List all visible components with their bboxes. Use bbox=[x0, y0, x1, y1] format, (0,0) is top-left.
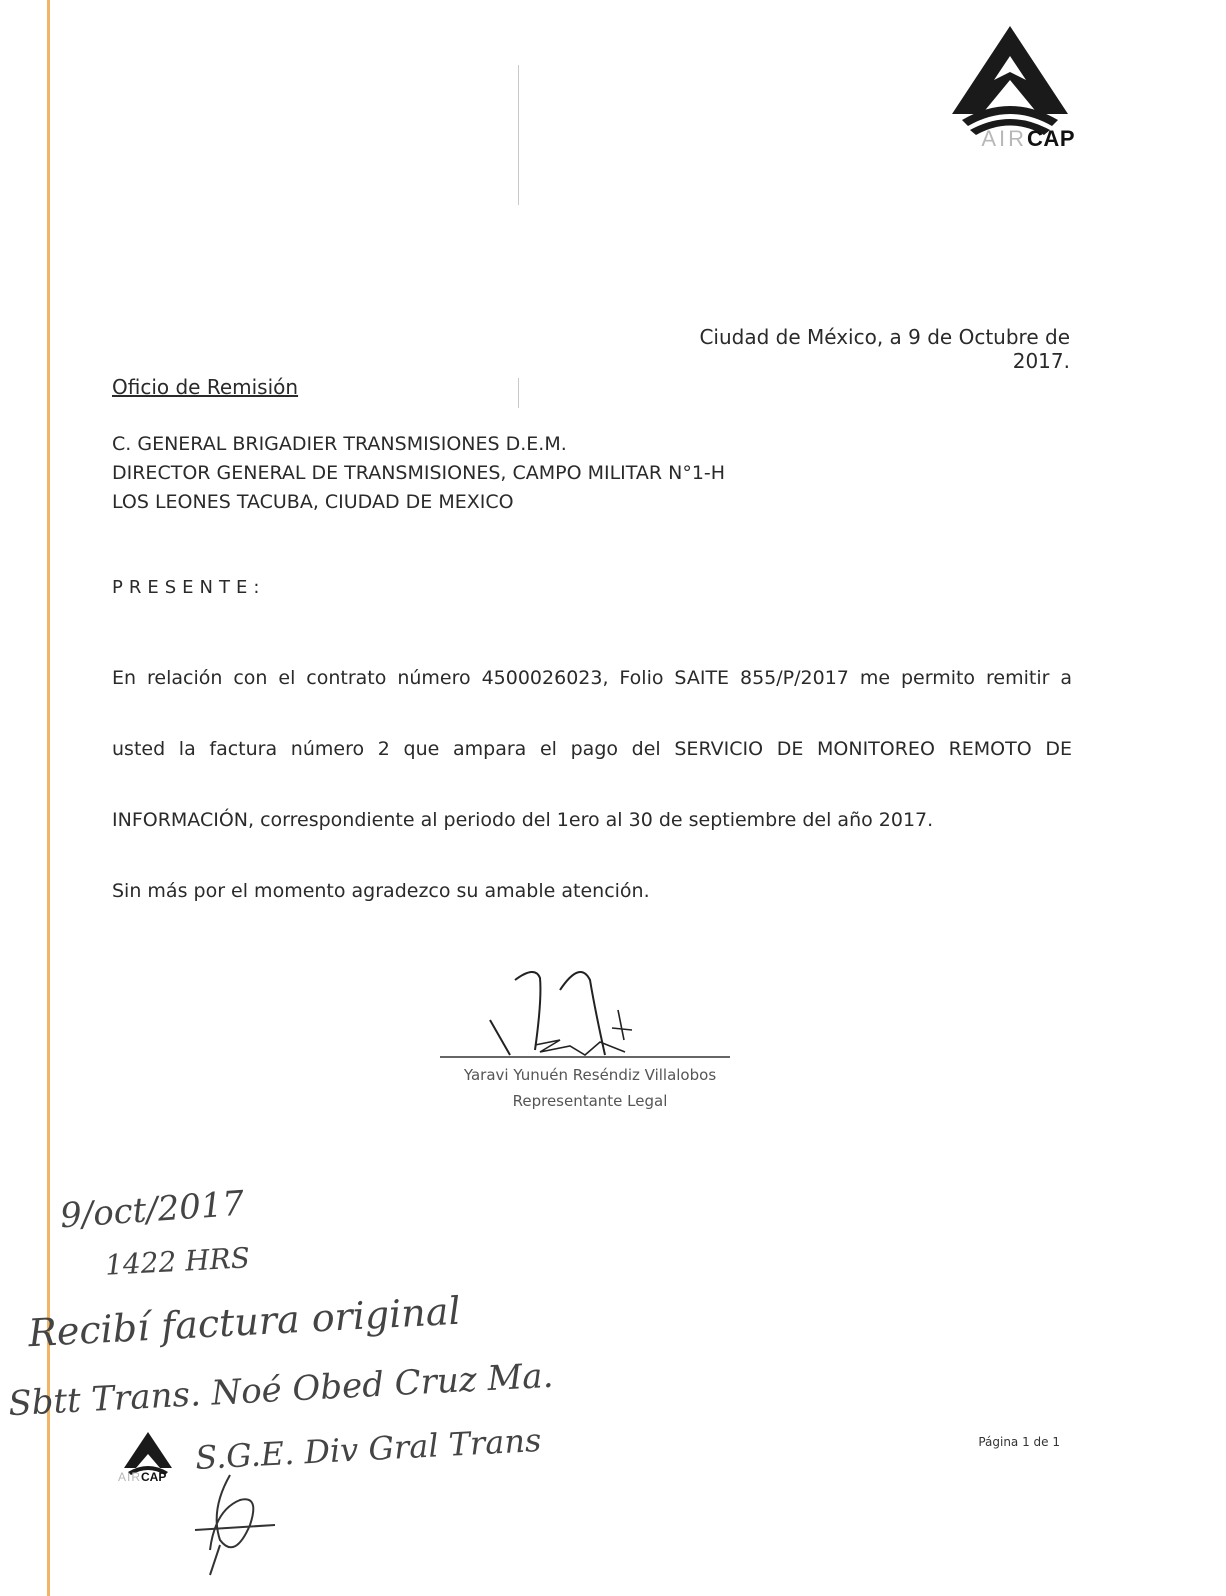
page-number: Página 1 de 1 bbox=[978, 1435, 1060, 1449]
recipient-line-3: LOS LEONES TACUBA, CIUDAD DE MEXICO bbox=[112, 491, 514, 513]
footer-logo-cap-text: CAP bbox=[141, 1470, 167, 1484]
handwritten-note-received: Recibí factura original bbox=[27, 1288, 462, 1356]
scan-artifact-line bbox=[518, 65, 519, 205]
body-line-1: En relación con el contrato número 4500026023, Folio SAITE 855/P/2017 me permito remitir a bbox=[112, 667, 1072, 689]
body-line-3: INFORMACIÓN, correspondiente al periodo del 1ero al 30 de septiembre del año 2017. bbox=[112, 809, 934, 831]
salutation: PRESENTE: bbox=[112, 577, 266, 598]
signatory-name: Yaravi Yunuén Reséndiz Villalobos bbox=[463, 1066, 717, 1084]
margin-line bbox=[47, 0, 50, 1596]
date-line: Ciudad de México, a 9 de Octubre de 2017. bbox=[699, 325, 1070, 373]
handwritten-initials bbox=[190, 1470, 280, 1580]
handwritten-note-receiver: Sbtt Trans. Noé Obed Cruz Ma. bbox=[7, 1355, 555, 1425]
handwritten-time: 1422 HRS bbox=[104, 1241, 251, 1282]
footer-logo-text bbox=[118, 1470, 166, 1484]
subject-heading: Oficio de Remisión bbox=[112, 375, 299, 399]
scan-artifact-line bbox=[518, 378, 519, 408]
body-line-2: usted la factura número 2 que ampara el pago del SERVICIO DE MONITOREO REMOTO DE bbox=[112, 738, 1072, 760]
logo-air-text: AIR bbox=[981, 126, 1028, 151]
handwritten-signature bbox=[440, 960, 740, 1070]
signatory-role: Representante Legal bbox=[512, 1092, 668, 1110]
aircap-logo-text bbox=[945, 126, 1075, 152]
handwritten-date: 9/oct/2017 bbox=[58, 1183, 246, 1237]
recipient-line-2: DIRECTOR GENERAL DE TRANSMISIONES, CAMPO MILITAR N°1-H bbox=[112, 462, 726, 484]
recipient-line-1: C. GENERAL BRIGADIER TRANSMISIONES D.E.M. bbox=[112, 433, 567, 455]
handwritten-note-division: S.G.E. Div Gral Trans bbox=[194, 1420, 543, 1478]
closing-line: Sin más por el momento agradezco su amable atención. bbox=[112, 880, 650, 902]
footer-logo-air-text: AIR bbox=[118, 1470, 142, 1484]
logo-cap-text: CAP bbox=[1027, 126, 1075, 151]
